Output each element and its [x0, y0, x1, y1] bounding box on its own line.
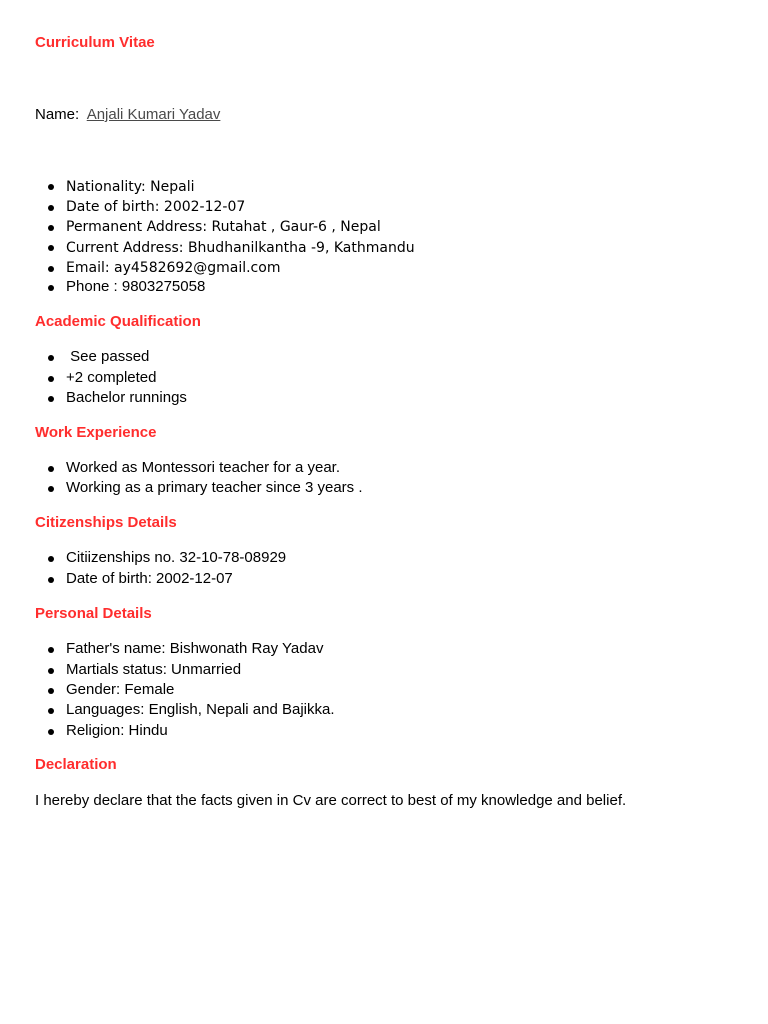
personal-heading: Personal Details [35, 605, 152, 622]
list-item-current-address: Current Address: Bhudhanilkantha -9, Kathmandu [66, 240, 415, 256]
bullet-icon [48, 556, 54, 562]
list-item: Gender: Female [66, 681, 175, 698]
bullet-icon [48, 577, 54, 583]
bullet-icon [48, 466, 54, 472]
list-item-nationality: Nationality: Nepali [66, 179, 195, 195]
bullet-icon [48, 688, 54, 694]
list-item: Citiizenships no. 32-10-78-08929 [66, 549, 287, 566]
list-item: Working as a primary teacher since 3 years . [66, 479, 363, 496]
bullet-icon [48, 285, 54, 291]
list-item: Worked as Montessori teacher for a year. [66, 459, 341, 476]
bullet-icon [48, 396, 54, 402]
academic-heading: Academic Qualification [35, 313, 201, 330]
citizenship-heading: Citizenships Details [35, 514, 177, 531]
list-item: Religion: Hindu [66, 722, 168, 739]
bullet-icon [48, 225, 54, 231]
bullet-icon [48, 668, 54, 674]
name-label: Name: [35, 106, 80, 123]
list-item: See passed [66, 348, 150, 365]
bullet-icon [48, 266, 54, 272]
list-item-date-of-birth: Date of birth: 2002-12-07 [66, 199, 246, 215]
bullet-icon [48, 729, 54, 735]
bullet-icon [48, 205, 54, 211]
list-item: Bachelor runnings [66, 389, 187, 406]
bullet-icon [48, 708, 54, 714]
list-item: Father's name: Bishwonath Ray Yadav [66, 640, 324, 657]
work-heading: Work Experience [35, 424, 157, 441]
bullet-icon [48, 245, 54, 251]
bullet-icon [48, 486, 54, 492]
bullet-icon [48, 647, 54, 653]
bullet-icon [48, 376, 54, 382]
declaration-text: I hereby declare that the facts given in Cv are correct to best of my knowledge and belief. [35, 792, 627, 809]
list-item-phone: Phone : 9803275058 [66, 278, 206, 295]
list-item: Martials status: Unmarried [66, 661, 242, 678]
list-item: Languages: English, Nepali and Bajikka. [66, 701, 335, 718]
name-row [35, 105, 220, 125]
list-item-permanent-address: Permanent Address: Rutahat , Gaur-6 , Nepal [66, 219, 381, 235]
bullet-icon [48, 184, 54, 190]
document-title: Curriculum Vitae [35, 34, 155, 51]
name-value[interactable]: Anjali Kumari Yadav [86, 106, 221, 123]
list-item: +2 completed [66, 369, 157, 386]
bullet-icon [48, 355, 54, 361]
declaration-heading: Declaration [35, 756, 117, 773]
list-item: Date of birth: 2002-12-07 [66, 570, 233, 587]
list-item-email[interactable]: Email: ay4582692@gmail.com [66, 260, 281, 276]
